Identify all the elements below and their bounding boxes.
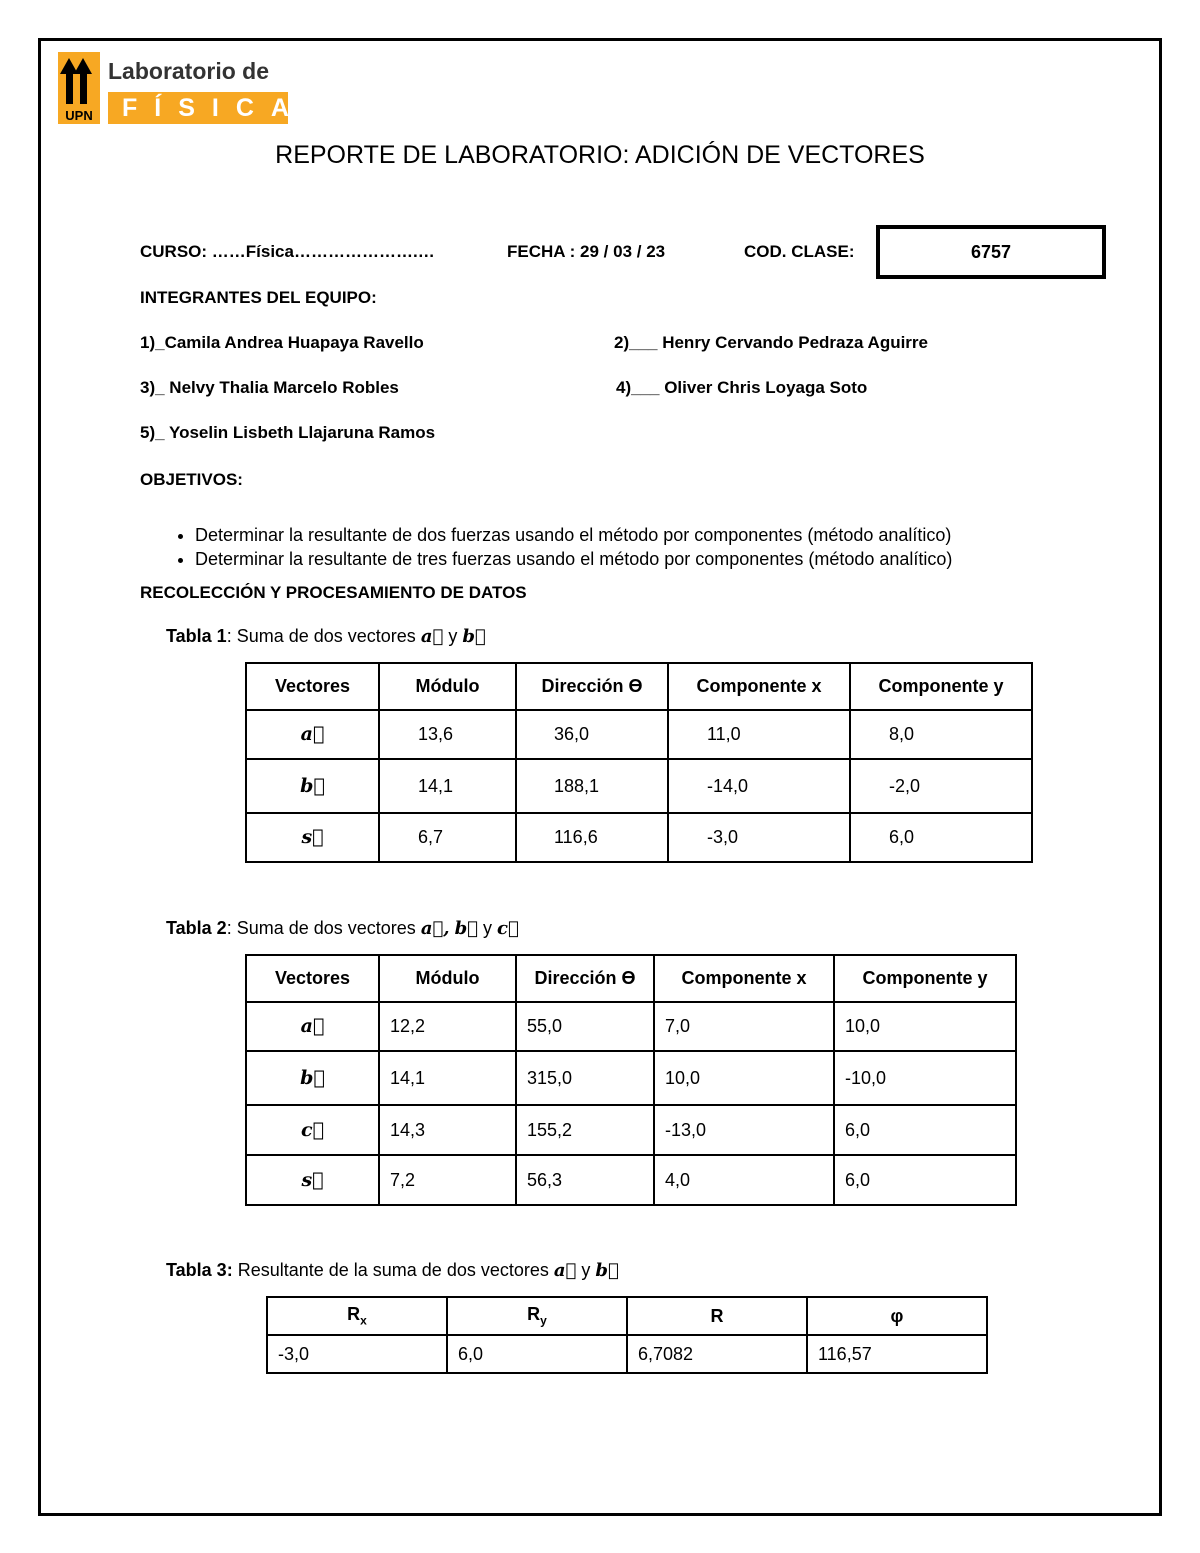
vector-symbol: a⃗: [300, 1015, 325, 1037]
cell: 4,0: [654, 1155, 834, 1205]
vector-a-symbol: a⃗: [420, 626, 444, 647]
col-header: $R_x$: [267, 1297, 447, 1335]
caption-y: y: [482, 918, 492, 938]
table-header-row: [246, 663, 1032, 710]
objetivo-item: • Determinar la resultante de tres fuerzas usando el método por componentes (método analítico): [195, 547, 952, 571]
logo-line2: FÍSICA: [108, 92, 288, 124]
logo-badge: UPN: [65, 108, 93, 123]
tabla2: [245, 954, 1017, 1206]
col-header: Vectores: [246, 663, 379, 710]
cell: -2,0: [850, 759, 1032, 813]
table-row: [246, 1002, 1016, 1051]
integrantes-label: INTEGRANTES DEL EQUIPO:: [140, 288, 377, 307]
col-header: Dirección ϴ: [516, 663, 668, 710]
col-header: Módulo: [379, 955, 516, 1002]
objetivo-item: • Determinar la resultante de dos fuerzas usando el método por componentes (método analítico): [195, 523, 952, 547]
table-header-row: [267, 1297, 987, 1335]
tabla1-caption-text: : Suma de dos vectores: [226, 626, 416, 646]
cell: 36,0: [516, 710, 668, 759]
col-header: $R_y$: [447, 1297, 627, 1335]
col-header: Componente x: [654, 955, 834, 1002]
vector-b-symbol: b⃗: [462, 626, 486, 647]
cell: 10,0: [834, 1002, 1016, 1051]
cod-clase-label: COD. CLASE:: [744, 242, 855, 261]
cell: 6,0: [834, 1155, 1016, 1205]
tabla3: [266, 1296, 988, 1374]
col-header: φ: [807, 1297, 987, 1335]
cell: 116,6: [516, 813, 668, 862]
tabla2-caption-text: : Suma de dos vectores: [226, 918, 416, 938]
cell: 6,0: [850, 813, 1032, 862]
cell: 315,0: [516, 1051, 654, 1105]
cell: 6,0: [834, 1105, 1016, 1155]
table-row: [246, 1105, 1016, 1155]
cell: -13,0: [654, 1105, 834, 1155]
table-row: [246, 1155, 1016, 1205]
col-header: Componente y: [834, 955, 1016, 1002]
col-header: Componente y: [850, 663, 1032, 710]
col-header: Módulo: [379, 663, 516, 710]
vector-symbol: b⃗: [300, 774, 325, 797]
col-header: Dirección ϴ: [516, 955, 654, 1002]
tabla3-caption-text: Resultante de la suma de dos vectores: [232, 1260, 549, 1280]
member-1: 1)_Camila Andrea Huapaya Ravello: [140, 333, 424, 352]
cell: 7,2: [379, 1155, 516, 1205]
cell: 13,6: [379, 710, 516, 759]
cell: 116,57: [807, 1335, 987, 1373]
table-row: [267, 1335, 987, 1373]
vector-symbol: s⃗: [301, 826, 324, 848]
cell: 11,0: [668, 710, 850, 759]
vector-b-symbol: b⃗: [595, 1260, 619, 1281]
cell: 6,7: [379, 813, 516, 862]
vector-symbol: b⃗: [300, 1066, 325, 1089]
cell: 6,0: [447, 1335, 627, 1373]
member-3: 3)_ Nelvy Thalia Marcelo Robles: [140, 378, 399, 397]
cell: -10,0: [834, 1051, 1016, 1105]
member-4: 4)___ Oliver Chris Loyaga Soto: [616, 378, 868, 397]
table-row: [246, 710, 1032, 759]
cell: 8,0: [850, 710, 1032, 759]
cod-clase-box: 6757: [876, 225, 1106, 279]
table-header-row: [246, 955, 1016, 1002]
vector-symbol: c⃗: [301, 1118, 324, 1141]
cell: 55,0: [516, 1002, 654, 1051]
tabla1: [245, 662, 1033, 863]
vector-symbol: a⃗: [300, 723, 325, 745]
vector-c-symbol: c⃗: [497, 918, 519, 939]
objetivos-list: [140, 523, 952, 571]
caption-y: y: [448, 626, 458, 646]
cell: -3,0: [668, 813, 850, 862]
table-row: [246, 813, 1032, 862]
cell: 155,2: [516, 1105, 654, 1155]
tabla2-caption: [166, 918, 519, 939]
tabla3-caption: [166, 1260, 619, 1281]
fecha-field: FECHA : 29 / 03 / 23: [507, 242, 666, 261]
col-header: Componente x: [668, 663, 850, 710]
cell: 14,1: [379, 759, 516, 813]
objetivos-label: OBJETIVOS:: [140, 470, 243, 489]
col-header: R: [627, 1297, 807, 1335]
tabla2-caption-label: Tabla 2: [166, 918, 227, 938]
upn-logo: [58, 52, 306, 126]
cell: 6,7082: [627, 1335, 807, 1373]
table-row: [246, 1051, 1016, 1105]
table-row: [246, 759, 1032, 813]
vector-b-symbol: b⃗: [454, 918, 478, 939]
page-title: REPORTE DE LABORATORIO: ADICIÓN DE VECTORES: [275, 141, 925, 169]
curso-field: CURSO: ……Física………………….…: [140, 242, 435, 261]
member-2: 2)___ Henry Cervando Pedraza Aguirre: [614, 333, 928, 352]
vector-a-symbol: a⃗: [553, 1260, 577, 1281]
cell: 12,2: [379, 1002, 516, 1051]
tabla1-caption: [166, 626, 486, 647]
cell: 56,3: [516, 1155, 654, 1205]
member-5: 5)_ Yoselin Lisbeth Llajaruna Ramos: [140, 423, 436, 442]
logo-line1: Laboratorio de: [108, 58, 270, 84]
col-header: Vectores: [246, 955, 379, 1002]
cell: 188,1: [516, 759, 668, 813]
caption-y: y: [581, 1260, 591, 1280]
cell: -14,0: [668, 759, 850, 813]
section-heading: RECOLECCIÓN Y PROCESAMIENTO DE DATOS: [140, 583, 527, 602]
cell: 10,0: [654, 1051, 834, 1105]
cell: 14,1: [379, 1051, 516, 1105]
tabla1-caption-label: Tabla 1: [166, 626, 227, 646]
tabla3-caption-label: Tabla 3:: [166, 1260, 233, 1280]
vector-a-symbol: a⃗,: [420, 918, 450, 939]
cell: 14,3: [379, 1105, 516, 1155]
cell: -3,0: [267, 1335, 447, 1373]
cell: 7,0: [654, 1002, 834, 1051]
upn-arrow-icon: [58, 52, 100, 124]
vector-symbol: s⃗: [301, 1168, 324, 1191]
